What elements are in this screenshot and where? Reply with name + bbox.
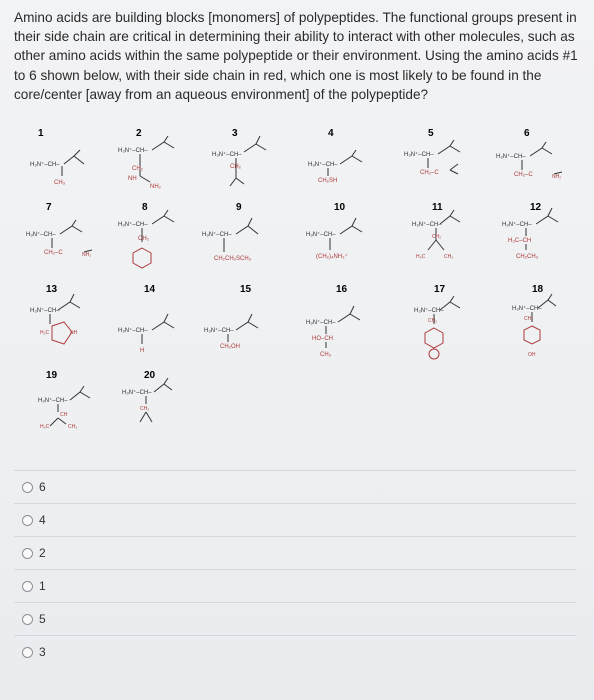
amino-acid-11-structure [412, 210, 460, 260]
svg-text:NH₂: NH₂ [552, 174, 562, 180]
amino-acid-number: 16 [336, 284, 348, 295]
amino-acid-number: 1 [38, 128, 44, 139]
radio-button[interactable] [22, 647, 33, 658]
amino-acid-number: 4 [328, 128, 334, 139]
amino-acid-number: 14 [144, 284, 156, 295]
svg-text:CH₂CH₂SCH₃: CH₂CH₂SCH₃ [214, 256, 252, 262]
svg-text:H₃N⁺–CH–: H₃N⁺–CH– [30, 162, 60, 168]
amino-acid-20-structure [122, 378, 172, 422]
svg-text:H₃N⁺–CH–: H₃N⁺–CH– [212, 152, 242, 158]
amino-acid-19-structure [38, 386, 90, 430]
svg-text:CH₂–C: CH₂–C [514, 172, 533, 178]
divider [14, 536, 576, 537]
svg-text:H₃N⁺–CH–: H₃N⁺–CH– [118, 328, 148, 334]
svg-text:CH₂: CH₂ [524, 316, 534, 322]
amino-acid-number: 5 [428, 128, 434, 139]
answer-option-label: 5 [39, 612, 46, 626]
svg-text:(CH₂)₄NH₃⁺: (CH₂)₄NH₃⁺ [316, 254, 348, 260]
amino-acid-number: 3 [232, 128, 238, 139]
svg-text:CH₂: CH₂ [138, 236, 149, 242]
answer-option[interactable] [22, 610, 46, 628]
answer-option-label: 6 [39, 480, 46, 494]
answer-option[interactable] [22, 478, 46, 496]
divider [14, 569, 576, 570]
amino-acid-6-structure [496, 142, 562, 180]
answer-option-label: 2 [39, 546, 46, 560]
svg-text:H₃N⁺–CH–: H₃N⁺–CH– [512, 306, 542, 312]
amino-acid-number: 10 [334, 202, 346, 213]
amino-acid-structures-figure [0, 122, 594, 462]
answer-option[interactable] [22, 544, 46, 562]
divider [14, 602, 576, 603]
svg-text:CH₂: CH₂ [428, 318, 438, 324]
amino-acid-16-structure [306, 306, 360, 358]
amino-acid-number: 2 [136, 128, 142, 139]
svg-text:CH₂–C: CH₂–C [44, 250, 63, 256]
svg-text:NH: NH [128, 176, 137, 182]
svg-text:NH₂: NH₂ [150, 184, 161, 190]
svg-text:H₃N⁺–CH–: H₃N⁺–CH– [118, 222, 148, 228]
svg-text:OH: OH [528, 352, 536, 358]
amino-acid-4-structure [308, 150, 362, 184]
svg-text:CH₃: CH₃ [54, 180, 66, 186]
amino-acid-17-structure [414, 296, 460, 359]
svg-text:H₃C: H₃C [40, 424, 50, 430]
radio-button[interactable] [22, 548, 33, 559]
svg-text:CH₃: CH₃ [68, 424, 78, 430]
svg-text:H₃N⁺–CH–: H₃N⁺–CH– [412, 222, 442, 228]
amino-acid-9-structure [202, 218, 258, 262]
svg-text:H₃C: H₃C [416, 254, 426, 260]
amino-acid-7-structure [26, 220, 92, 258]
svg-text:NH₂: NH₂ [82, 252, 92, 258]
amino-acid-number: 17 [434, 284, 446, 295]
svg-text:H₃C–CH: H₃C–CH [508, 238, 532, 244]
radio-button[interactable] [22, 614, 33, 625]
svg-text:NH: NH [70, 330, 78, 336]
svg-text:H₃N⁺–CH–: H₃N⁺–CH– [502, 222, 532, 228]
amino-acid-15-structure [204, 314, 258, 350]
svg-text:H₃N⁺–CH–: H₃N⁺–CH– [30, 308, 60, 314]
answer-option-label: 3 [39, 645, 46, 659]
answer-option[interactable] [22, 577, 46, 595]
amino-acid-2-structure [118, 136, 174, 190]
svg-text:H₃N⁺–CH–: H₃N⁺–CH– [202, 232, 232, 238]
svg-text:H₃N⁺–CH–: H₃N⁺–CH– [118, 148, 148, 154]
divider [14, 470, 576, 471]
svg-text:CH₂: CH₂ [230, 164, 241, 170]
svg-text:H₃N⁺–CH–: H₃N⁺–CH– [306, 320, 336, 326]
svg-text:H₃N⁺–CH–: H₃N⁺–CH– [122, 390, 152, 396]
svg-text:H₃N⁺–CH–: H₃N⁺–CH– [38, 398, 68, 404]
answer-option[interactable] [22, 643, 46, 661]
question-text: Amino acids are building blocks [monomers] of polypeptides. The functional groups present in their side chain are critical in determining their ability to interact with other molecules, such as other amino acids within the same polypeptide or their environment. Using the amino acids #1 to 6 shown below, with their side chain in red, which one is most likely to be found in the core/center [away from an aqueous environment] of the polypeptide? [14, 10, 578, 102]
answer-option[interactable] [22, 511, 46, 529]
radio-button[interactable] [22, 581, 33, 592]
svg-text:H₃N⁺–CH–: H₃N⁺–CH– [26, 232, 56, 238]
svg-text:CH₂: CH₂ [132, 166, 143, 172]
svg-text:H₃N⁺–CH–: H₃N⁺–CH– [496, 154, 526, 160]
amino-acid-number: 18 [532, 284, 544, 295]
svg-text:CH₃: CH₃ [444, 254, 454, 260]
svg-text:HO–CH: HO–CH [312, 336, 334, 342]
amino-acid-number: 19 [46, 370, 58, 381]
amino-acid-number: 11 [432, 202, 443, 213]
amino-acid-12-structure [502, 208, 558, 260]
amino-acid-13-structure [30, 294, 80, 344]
amino-acid-number: 7 [46, 202, 52, 213]
radio-button[interactable] [22, 482, 33, 493]
svg-text:H: H [140, 348, 145, 354]
divider [14, 635, 576, 636]
amino-acid-1-structure [30, 150, 84, 186]
divider [14, 503, 576, 504]
amino-acid-number: 12 [530, 202, 542, 213]
answer-option-label: 1 [39, 579, 46, 593]
svg-text:CH₂CH₃: CH₂CH₃ [516, 254, 539, 260]
svg-text:CH₂SH: CH₂SH [318, 178, 338, 184]
svg-text:CH₃: CH₃ [320, 352, 332, 358]
svg-text:CH₂: CH₂ [140, 406, 150, 412]
svg-text:CH: CH [60, 412, 68, 418]
svg-text:H₃N⁺–CH–: H₃N⁺–CH– [306, 232, 336, 238]
svg-text:H₃N⁺–CH–: H₃N⁺–CH– [414, 308, 444, 314]
amino-acid-5-structure [404, 140, 460, 176]
amino-acid-8-structure [118, 210, 174, 268]
amino-acid-10-structure [306, 218, 362, 260]
svg-text:CH₂: CH₂ [432, 234, 442, 240]
svg-text:H₃N⁺–CH–: H₃N⁺–CH– [404, 152, 434, 158]
amino-acid-number: 15 [240, 284, 252, 295]
amino-acid-number: 8 [142, 202, 148, 213]
svg-text:CH₂–C: CH₂–C [420, 170, 439, 176]
amino-acid-number: 20 [144, 370, 156, 381]
answer-option-label: 4 [39, 513, 46, 527]
amino-acid-3-structure [212, 136, 266, 186]
amino-acid-number: 6 [524, 128, 530, 139]
svg-text:H₃N⁺–CH–: H₃N⁺–CH– [308, 162, 338, 168]
svg-text:CH₂OH: CH₂OH [220, 344, 240, 350]
amino-acid-number: 9 [236, 202, 242, 213]
amino-acid-number: 13 [46, 284, 58, 295]
svg-text:H₂C: H₂C [40, 330, 50, 336]
svg-text:H₃N⁺–CH–: H₃N⁺–CH– [204, 328, 234, 334]
radio-button[interactable] [22, 515, 33, 526]
amino-acid-14-structure [118, 314, 174, 354]
amino-acid-18-structure [512, 294, 556, 358]
